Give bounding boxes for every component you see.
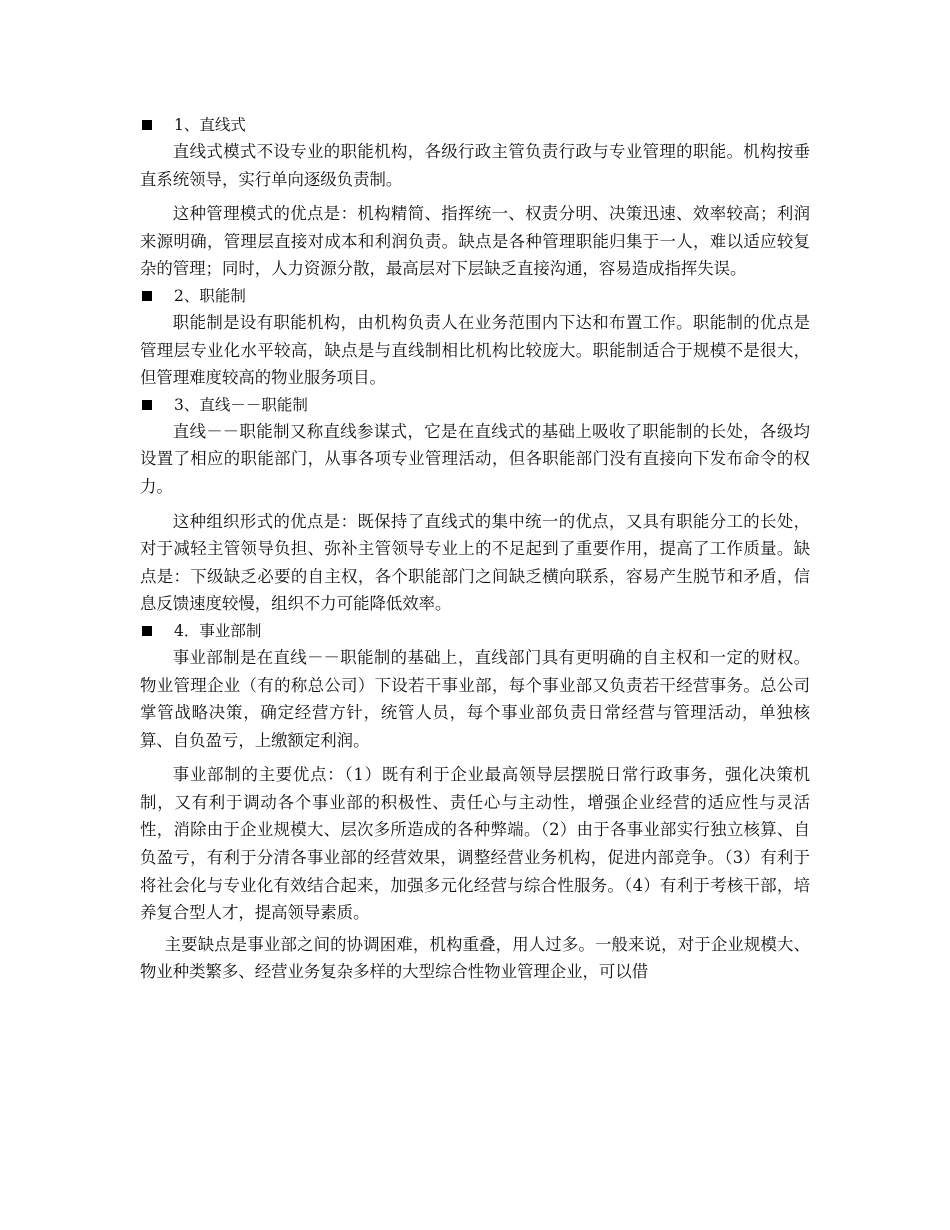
section-heading-text: 4．事业部制	[174, 621, 262, 640]
section-1-paragraph-1: 直线式模式不设专业的职能机构，各级行政主管负责行政与专业管理的职能。机构按垂直系统领导，实行单向逐级负责制。	[140, 142, 810, 189]
square-bullet-icon	[142, 291, 152, 301]
section-heading-4	[140, 618, 810, 644]
section-heading-1	[140, 112, 810, 138]
section-1-paragraph-2: 这种管理模式的优点是：机构精简、指挥统一、权责分明、决策迅速、效率较高；利润来源明确，管理层直接对成本和利润负责。缺点是各种管理职能归集于一人，难以适应较复杂的管理；同时，人力资源分散，最高层对下层缺乏直接沟通，容易造成指挥失误。	[140, 204, 810, 279]
section-2-paragraph-1: 职能制是设有职能机构，由机构负责人在业务范围内下达和布置工作。职能制的优点是管理层专业化水平较高，缺点是与直线制相比机构比较庞大。职能制适合于规模不是很大，但管理难度较高的物业服务项目。	[140, 312, 810, 388]
section-heading-3	[140, 392, 810, 418]
section-4-paragraph-2: 事业部制的主要优点：（1）既有利于企业最高领导层摆脱日常行政事务，强化决策机制，又有利于调动各个事业部的积极性、责任心与主动性，增强企业经营的适应性与灵活性，消除由于企业规模大、层次多所造成的各种弊端。（2）由于各事业部实行独立核算、自负盈亏，有利于分清各事业部的经营效果，调整经营业务机构，促进内部竞争。（3）有利于将社会化与专业化有效结合起来，加强多元化经营与综合性服务。（4）有利于考核干部，培养复合型人才，提高领导素质。	[140, 765, 810, 923]
document-page	[140, 112, 810, 986]
section-4-paragraph-1: 事业部制是在直线－－职能制的基础上，直线部门具有更明确的自主权和一定的财权。物业管理企业（有的称总公司）下设若干事业部，每个事业部又负责若干经营事务。总公司掌管战略决策，确定经营方针，统管人员，每个事业部负责日常经营与管理活动，单独核算、自负盈亏，上缴额定利润。	[140, 647, 810, 750]
square-bullet-icon	[142, 120, 152, 130]
section-3-paragraph-2: 这种组织形式的优点是：既保持了直线式的集中统一的优点，又具有职能分工的长处，对于减轻主管领导负担、弥补主管领导专业上的不足起到了重要作用，提高了工作质量。缺点是：下级缺乏必要的自主权，各个职能部门之间缺乏横向联系，容易产生脱节和矛盾，信息反馈速度较慢，组织不力可能降低效率。	[140, 511, 810, 614]
section-4-paragraph-3: 主要缺点是事业部之间的协调困难，机构重叠，用人过多。一般来说，对于企业规模大、物业种类繁多、经营业务复杂多样的大型综合性物业管理企业，可以借	[140, 934, 810, 982]
section-heading-text: 1、直线式	[174, 116, 246, 134]
section-heading-text: 3、直线－－职能制	[174, 395, 308, 414]
section-3-paragraph-1: 直线－－职能制又称直线参谋式，它是在直线式的基础上吸收了职能制的长处，各级均设置了相应的职能部门，从事各项专业管理活动，但各职能部门没有直接向下发布命令的权力。	[140, 421, 810, 496]
section-heading-2	[140, 283, 810, 309]
square-bullet-icon	[142, 400, 152, 410]
square-bullet-icon	[142, 626, 152, 636]
section-heading-text: 2、职能制	[174, 286, 246, 305]
